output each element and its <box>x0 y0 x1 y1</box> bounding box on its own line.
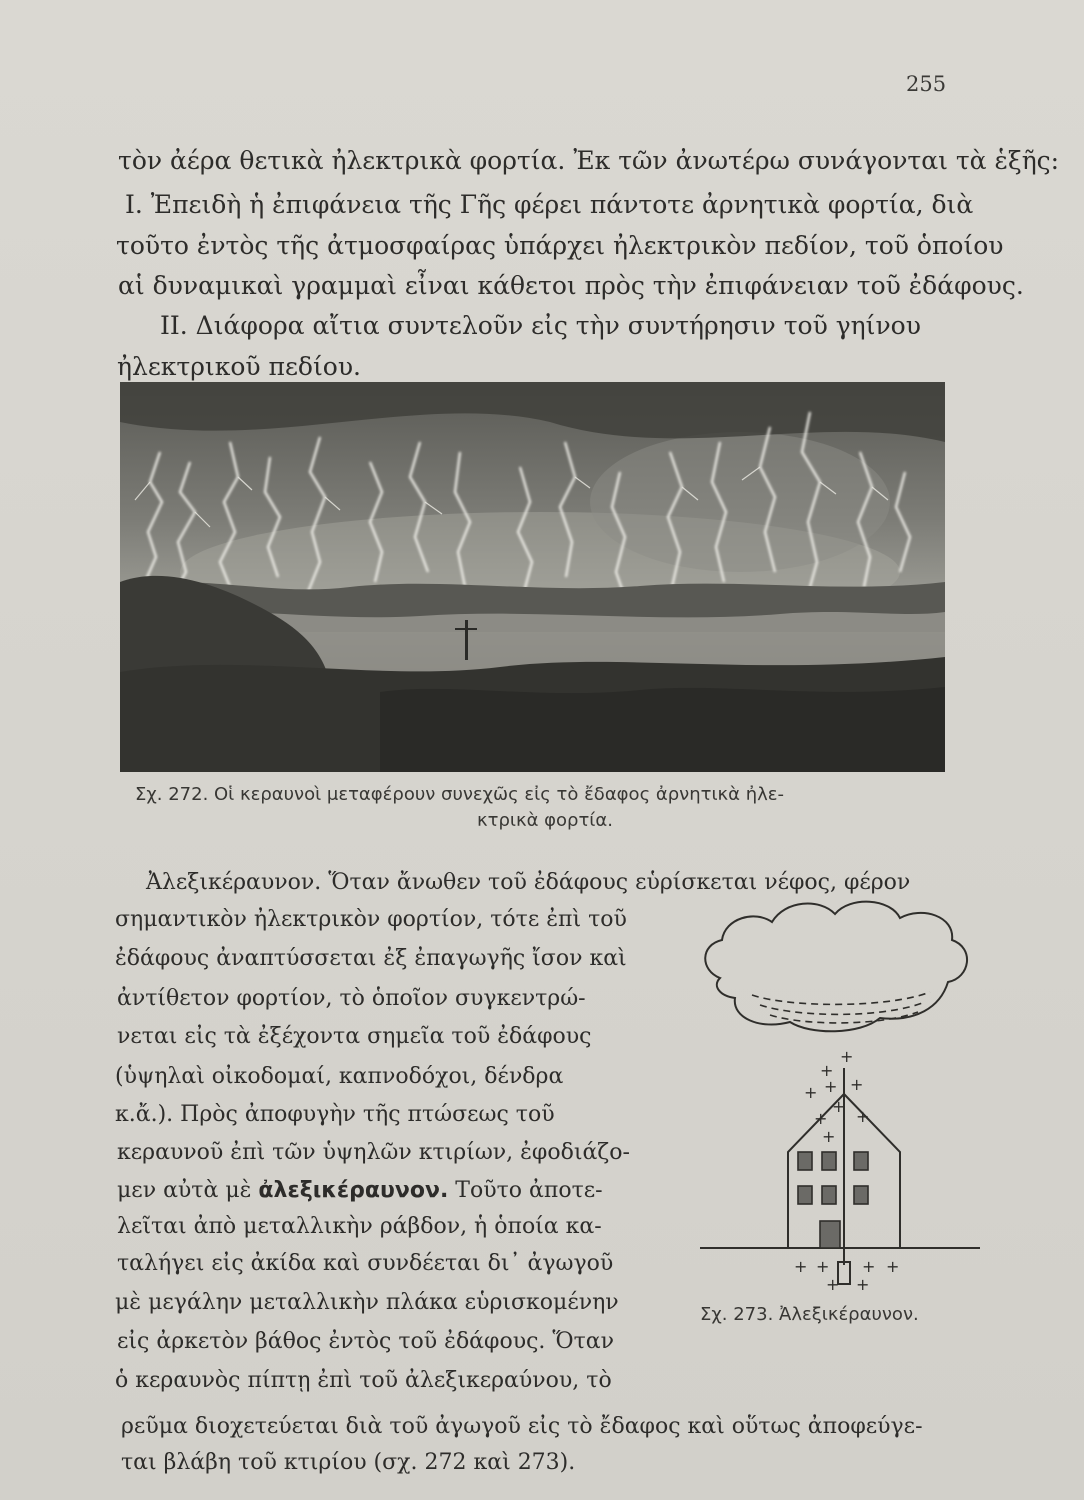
window <box>822 1152 836 1170</box>
text-line: ἠλεκτρικοῦ πεδίου. <box>117 352 361 381</box>
text-line: εἰς ἀρκετὸν βάθος ἐντὸς τοῦ ἐδάφους. Ὅταν <box>117 1329 614 1354</box>
window <box>854 1152 868 1170</box>
text-line: αἱ δυναμικαὶ γραμμαὶ εἶναι κάθετοι πρὸς τὴν ἐπιφάνειαν τοῦ ἐδάφους. <box>118 271 1024 300</box>
lightning-rod-diagram <box>690 890 990 1310</box>
term-line-prefix: μεν αὐτὰ μὲ <box>117 1178 259 1203</box>
plus-charge-sign: + <box>856 1107 870 1126</box>
figure-273-caption: Σχ. 273. Ἀλεξικέραυνον. <box>700 1304 919 1325</box>
plus-charge-sign: + <box>814 1109 828 1128</box>
lightning-photograph <box>120 382 945 772</box>
text-line: σημαντικὸν ἠλεκτρικὸν φορτίον, τότε ἐπὶ τοῦ <box>115 907 627 932</box>
text-line: ταλήγει εἰς ἀκίδα καὶ συνδέεται δι᾽ ἀγωγοῦ <box>117 1251 614 1276</box>
text-line: ὁ κεραυνὸς πίπτῃ ἐπὶ τοῦ ἀλεξικεραύνου, τὸ <box>115 1368 612 1393</box>
plus-charge-sign: + <box>862 1257 876 1276</box>
plus-charge-sign: + <box>816 1257 830 1276</box>
text-line: (ὑψηλαὶ οἰκοδομαί, καπνοδόχοι, δένδρα <box>115 1064 564 1089</box>
plus-charge-sign: + <box>840 1047 854 1066</box>
text-line: ἐδάφους ἀναπτύσσεται ἐξ ἐπαγωγῆς ἴσον καὶ <box>115 946 627 971</box>
cloud-base-line <box>760 1002 925 1014</box>
plus-charge-sign: + <box>850 1075 864 1094</box>
window <box>798 1152 812 1170</box>
text-line: μὲ μεγάλην μεταλλικὴν πλάκα εὑρισκομένην <box>115 1290 619 1315</box>
text-line: νεται εἰς τὰ ἐξέχοντα σημεῖα τοῦ ἐδάφους <box>117 1024 592 1049</box>
term-text-line <box>117 1176 603 1206</box>
lightning-rod-drawing <box>690 890 990 1310</box>
text-line: ται βλάβη τοῦ κτιρίου (σχ. 272 καὶ 273). <box>121 1450 576 1475</box>
plus-charge-sign: + <box>822 1127 836 1146</box>
figure-272-caption <box>135 783 955 833</box>
term-line-suffix: Τοῦτο ἀποτε- <box>448 1178 603 1203</box>
plus-charge-sign: + <box>824 1077 838 1096</box>
figure-272-caption-line: Σχ. 272. Οἱ κεραυνοὶ μεταφέρουν συνεχῶς εἰς τὸ ἔδαφος ἀρνητικὰ ἠλε- <box>135 784 785 805</box>
window <box>822 1186 836 1204</box>
ground-plate <box>838 1262 850 1284</box>
text-line: κεραυνοῦ ἐπὶ τῶν ὑψηλῶν κτιρίων, ἐφοδιάζο- <box>117 1140 630 1165</box>
plus-charge-sign: + <box>856 1275 870 1294</box>
cloud-outline <box>705 902 967 1032</box>
cloud-base-line <box>752 992 930 1004</box>
plus-charge-sign: + <box>804 1083 818 1102</box>
plus-charge-sign: + <box>794 1257 808 1276</box>
plus-charge-sign: + <box>820 1061 834 1080</box>
plus-charge-sign: + <box>832 1097 846 1116</box>
text-line: κ.ἄ.). Πρὸς ἀποφυγὴν τῆς πτώσεως τοῦ <box>115 1102 555 1127</box>
text-line: ἀντίθετον φορτίον, τὸ ὁποῖον συγκεντρώ- <box>117 986 586 1011</box>
lightning-photo-image <box>120 382 945 772</box>
window <box>854 1186 868 1204</box>
figure-272-caption-line: κτρικὰ φορτία. <box>477 810 613 831</box>
text-line: Ἀλεξικέραυνον. Ὅταν ἄνωθεν τοῦ ἐδάφους εὑρίσκεται νέφος, φέρον <box>146 870 911 895</box>
text-line: λεῖται ἀπὸ μεταλλικὴν ράβδον, ἡ ὁποία κα- <box>117 1214 602 1239</box>
plus-charge-sign: + <box>826 1275 840 1294</box>
text-line: τοῦτο ἐντὸς τῆς ἀτμοσφαίρας ὑπάρχει ἠλεκτρικὸν πεδίον, τοῦ ὁποίου <box>116 231 1004 260</box>
plus-charge-sign: + <box>886 1257 900 1276</box>
door <box>820 1221 840 1248</box>
text-line: τὸν ἀέρα θετικὰ ἠλεκτρικὰ φορτία. Ἐκ τῶν ἀνωτέρω συνάγονται τὰ ἑξῆς: <box>118 146 1060 175</box>
text-line: ρεῦμα διοχετεύεται διὰ τοῦ ἀγωγοῦ εἰς τὸ ἔδαφος καὶ οὕτως ἀποφεύγε- <box>121 1414 923 1439</box>
window <box>798 1186 812 1204</box>
text-line: I. Ἐπειδὴ ἡ ἐπιφάνεια τῆς Γῆς φέρει πάντοτε ἀρνητικὰ φορτία, διὰ <box>125 190 974 219</box>
bold-term: ἀλεξικέραυνον. <box>258 1178 449 1203</box>
text-line: II. Διάφορα αἴτια συντελοῦν εἰς τὴν συντήρησιν τοῦ γηίνου <box>160 311 921 340</box>
page-number: 255 <box>906 72 947 96</box>
